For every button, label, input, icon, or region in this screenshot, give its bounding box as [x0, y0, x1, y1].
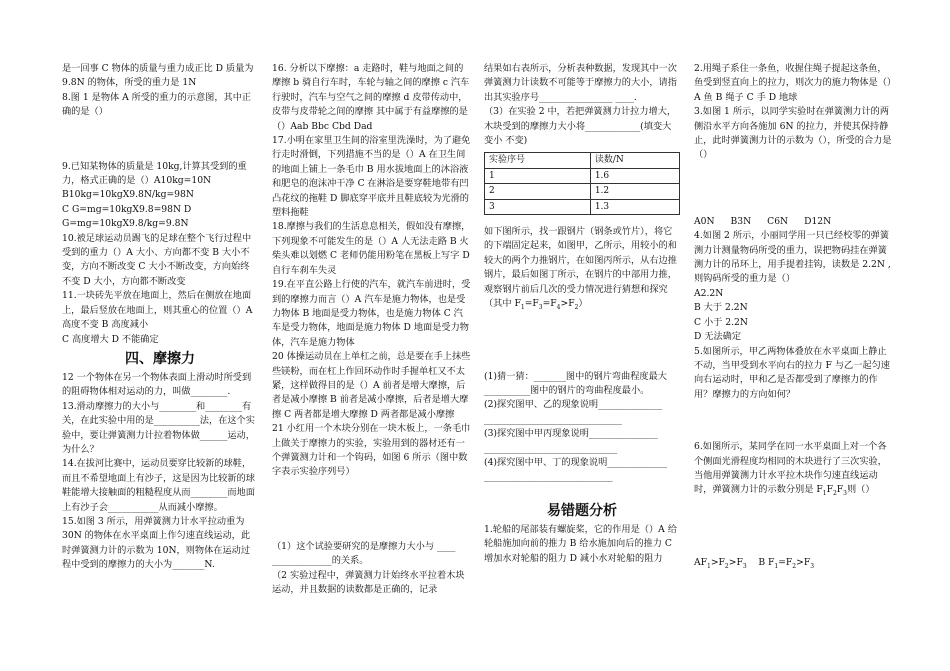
option-b: B 大于 2.2N	[694, 302, 748, 314]
question-13: 13.滑动摩擦力的大小与________和________有关，在此实验中用的是__________法，在这个实验中，要让弹簧测力计拉着物体做______运动，为什么？	[62, 400, 255, 455]
data-table	[484, 152, 680, 215]
option-d: D12N	[804, 215, 832, 227]
question-3-options	[694, 215, 894, 229]
figure-space	[272, 480, 472, 540]
question-21: 21 小红用一个木块分别在一块木板上，一条毛巾上做关于摩擦力的实验，实验用到的器材还有一个弹簧测力计和一个钩码，如图 6 所示（图中数字表示实验序列号）	[272, 423, 471, 478]
table-cell: 1.2	[590, 184, 679, 199]
table-cell: 1.3	[590, 199, 679, 214]
table-cell: 3	[485, 199, 591, 214]
figure-space	[694, 402, 894, 440]
table-row	[485, 184, 680, 199]
option-d: G=mg=10kgX9.8/kg=9.8N	[62, 218, 189, 230]
section-heading: 易错题分析	[547, 502, 617, 519]
option-b: B10kg=10kgX9.8N/kg=98N	[62, 189, 194, 201]
text-line: 是一回事 C 物体的质量与重力成正比 D 质量为 9.8N 的物体，所受的重力是 1N	[62, 63, 254, 89]
table-header-row	[485, 153, 680, 168]
column-2	[272, 62, 472, 597]
table-row	[485, 168, 680, 183]
error-question-3: 3.如图 1 所示，以同学实验时在弹簧测力计的两侧沿水平方向各施加 6N 的拉力，并使其保持静止，此时弹簧测力计的示数为（），所受的合力是（）	[694, 106, 892, 161]
column-3	[484, 62, 680, 566]
question-20: 20 体操运动员在上单杠之前，总是要在手上抹些些镁粉，而在杠上作回环动作时手握单杠又不太紧，这样做得目的是（）A 前者是增大摩擦，后者是减小摩擦 B 前者是减小摩擦，后者是增大摩擦 C 两者都是增大摩擦 D 两者都是减小摩擦	[272, 351, 471, 420]
section-heading: 四、摩擦力	[125, 350, 195, 367]
figure-space	[62, 120, 258, 160]
explore-question-2: (2)探究图甲、乙的现象说明______________ ______________________________	[484, 399, 663, 425]
table-cell: 1	[485, 168, 591, 183]
question-17: 17.小明在家里卫生间的浴室里洗澡时，为了避免行走时滑倒，下列措施不当的是（）A 在卫生间的地面上铺上一条毛巾 B 用水拔地面上的沐浴液和肥皂的泡沫冲干净 C 在淋浴是要穿鞋地带有凹凸花纹的拖鞋 D 脚底穿平底并且鞋底较为光滑的塑料拖鞋	[272, 135, 471, 219]
option-b: B3N	[730, 215, 752, 227]
question-18: 18.摩擦与我们的生活息息相关，假如没有摩擦，下列现象不可能发生的是（）A 人无法走路 B 火柴头难以划燃 C 老师仍能用粉笔在黑板上写字 D 自行车刹车失灵	[272, 221, 471, 276]
error-question-6: 6.如图所示，某同学在同一水平桌面上对一个各个侧面光滑程度均相同的木块进行了三次实验，当他用弹簧测力计水平拉木块作匀速直线运动时，弹簧测力计的示数分别是 $F_1F_2F_3$则（）	[694, 441, 887, 498]
question-11-options: C 高度增大 D 不能确定	[62, 333, 159, 345]
question-19: 19.在平直公路上行使的汽车，就汽车前进时，受到的摩擦力而言（）A 汽车是施力物体，也是受力物体 B 地面是受力物体，也是施力物体 C 汽车是受力物体，地面是施力物体 D 地面是受力物体，汽车是施力物体	[272, 279, 471, 348]
option-a: A2.2N	[694, 287, 724, 299]
option-d: D 无法确定	[694, 331, 742, 343]
column-1	[62, 62, 258, 573]
guess-question: (1)猜一猜：_______图中的钢片弯曲程度最大__________图中的钢片的弯曲程度最小。	[484, 370, 667, 396]
error-question-5: 5.如图所示，甲乙两物体叠放在水平桌面上静止不动，当甲受到水平向右的拉力 F 与乙一起匀速向右运动时，甲和乙是否都受到了摩擦力的作用？摩擦力的方向如何？	[694, 345, 890, 400]
question-10: 10.被足球运动员踢飞的足球在整个飞行过程中受到的重力（）A 大小、方向都不变 B 大小不变，方向不断改变 C 大小不断改变，方向始终不变 D 大小，方向都不断改变	[62, 232, 252, 287]
error-question-4: 4.如图 2 所示，小丽同学用一只已经校零的弹簧测力计测量物码所受的重力，误把物码挂在弹簧测力计的吊环上，用手提着挂钩，读数是 2.2N ,则钩码所受的重力是（）	[694, 230, 891, 285]
column-4	[694, 62, 894, 570]
option-c: C G=mg=10kgX9.8=98N D	[62, 203, 192, 215]
question-6-options: $AF_1>F_2>F_3$ B $F_1=F_2>F_3$	[694, 556, 815, 570]
error-question-2: 2.用绳子系住一条鱼，收握住绳子提起这条鱼，鱼受到竖直向上的拉力，则次力的施力物体是（）A 鱼 B 绳子 C 手 D 地球	[694, 63, 892, 103]
question-21-cont: 结果如右表所示，分析表种数据，发现其中一次弹簧测力计读数不可能等于摩擦力的大小，请指出其实验序号________________ ____.	[484, 63, 677, 103]
table-row	[485, 199, 680, 214]
error-question-1: 1.轮船的尾部装有螺旋桨，它的作用是（）A 给轮船施加向前的推力 B 给水施加向后的推力 C 增加水对轮船的阻力 D 减小水对轮船的阻力	[484, 523, 677, 564]
question-21-part-3: （3）在实验 2 中，若把弹簧测力计拉力增大，木块受到的摩擦力大小将____________(填变大 变小 不变)	[484, 106, 677, 147]
question-16: 16. 分析以下摩擦：a 走路时，鞋与地面之间的摩擦 b 骑自行车时，车轮与轴之间的摩擦 c 汽车行驶时，汽车与空气之间的摩擦 d 皮带传动中，皮带与皮带轮之间的摩擦 其中属于有益摩擦的是（）Aab Bbc Cbd Dad	[272, 63, 470, 132]
explore-question-4: (4)探究图中甲、丁的现象说明_____________ ____________________________	[484, 456, 667, 483]
question-14: 14.在拔河比赛中，运动员要穿比较新的球鞋，而且不希望地面上有沙子，这是因为比较新的球鞋能增大接触面的粗糙程度从而________而地面上有沙子会___________从而减小摩擦。	[62, 458, 255, 513]
option-c: C 小于 2.2N	[694, 316, 748, 328]
question-15: 15.如图 3 所示，用弹簧测力计水平拉动重为 30N 的物体在水平桌面上作匀速直线运动，此时弹簧测力计的示数为 10N，则物体在运动过程中受到的摩擦力的大小为_______N.	[62, 515, 251, 571]
table-header: 实验序号	[485, 153, 591, 168]
question-21-part-2: （2 实验过程中，弹簧测力计始终水平拉着木块运动，并且数据的读数都是正确的，记录	[272, 569, 465, 595]
table-header: 读数/N	[590, 153, 679, 168]
table-cell: 2	[485, 184, 591, 199]
table-cell: 1.6	[590, 168, 679, 183]
option-c: C6N	[767, 215, 789, 227]
question-11: 11.一块砖先平放在地面上，然后在侧放在地面上，最后竖放在地面上，则其重心的位置（）A 高度不变 B 高度减小	[62, 290, 253, 331]
figure-space	[694, 498, 894, 556]
explore-question-3: (3)探究图中甲丙现象说明_______________ _____________________________	[484, 428, 658, 454]
question-21-part-1: （1）这个试验要研究的是摩擦力大小与 ____ _____________的关系。	[272, 540, 456, 567]
steel-strip-intro: 如下图所示，找一跟钢片（钢条或竹片），将它的下端固定起来，如图甲，乙所示，用较小的和较大的两个力推钢片，在如图丙所示，从右边推钢片，最后如图丁所示，在钢片的中部用力推，观察钢片前后几次的受力情况进行猜想和探究（其中 $F_1=F_3=F_4>F_2$）	[484, 226, 677, 311]
figure-space	[484, 312, 680, 370]
question-9: 9.已知某物体的质量是 10kg,计算其受到的重力，格式正确的是（）A10kg=10N	[62, 160, 247, 187]
question-8: 8.图 1 是物体 A 所受的重力的示意图，其中正确的是（）	[62, 91, 252, 118]
figure-space	[694, 163, 894, 215]
option-a: A0N	[694, 215, 715, 227]
question-12: 12 一个物体在另一个物体表面上滑动时所受到的阻碍物体相对运动的力，叫做________.	[62, 371, 252, 398]
